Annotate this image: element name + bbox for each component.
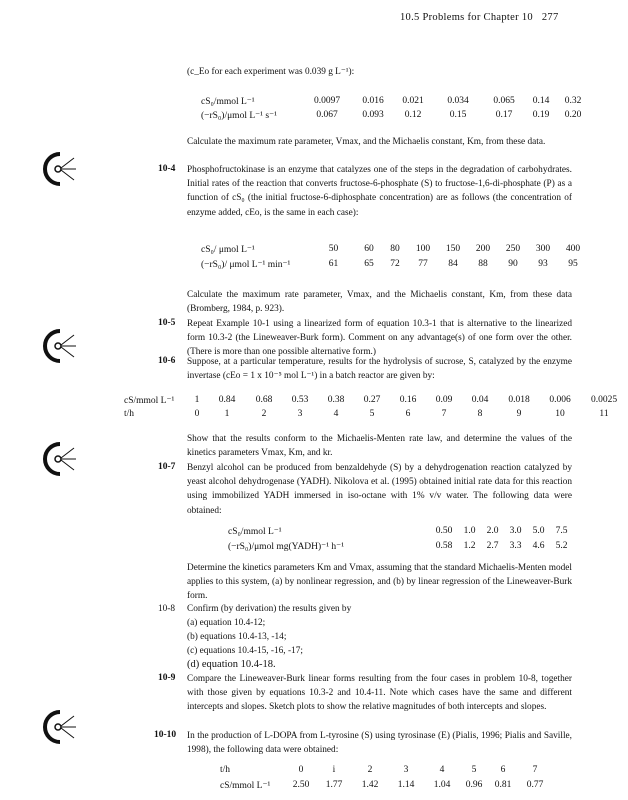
table-row: cS₀/mmol L⁻¹ 0.0097 0.016 0.021 0.034 0.065 0.14 0.32	[201, 96, 582, 107]
list-item: (d) equation 10.4-18.	[187, 659, 276, 670]
determine-instruction: Determine the kinetics parameters Km and Vmax, assuming that the standard Michaelis-Menten model applies to this system, (a) by nonlinear regression, and (b) by linear regression of the Lineweaver-Burk form.	[187, 563, 572, 602]
computer-problem-icon	[36, 438, 78, 480]
problem-number: 10-10	[154, 730, 177, 740]
list-item: (c) equations 10.4-15, -16, -17;	[187, 646, 303, 656]
table-row: cS₀/ μmol L⁻¹ 50 60 80 100 150 200 250 300 400	[201, 244, 581, 255]
problem-number: 10-8	[158, 604, 176, 614]
list-item: (a) equation 10.4-12;	[187, 618, 266, 628]
computer-problem-icon	[36, 148, 78, 190]
list-item: (b) equations 10.4-13, -14;	[187, 632, 287, 642]
problem-number: 10-7	[158, 462, 176, 472]
computer-problem-icon	[36, 325, 78, 367]
problem-10-9-text: Compare the Lineweaver-Burk linear forms resulting from the four cases in problem 10-8, together with those given by equations 10.3-2 and 10.4-11. Note which cases have the same and different intercepts and slopes. Sketch plots to show the relative magnitudes of both intercepts and slopes.	[187, 674, 572, 713]
problem-number: 10-5	[158, 318, 176, 328]
table-row: t/h 0 i 2 3 4 5 6 7	[220, 765, 538, 775]
table-row: cS/mmol L⁻¹ 1 0.84 0.68 0.53 0.38 0.27 0.16 0.09 0.04 0.018 0.006 0.0025	[124, 395, 618, 406]
problem-number: 10-9	[158, 673, 176, 683]
problem-10-6-text: Suppose, at a particular temperature, results for the hydrolysis of sucrose, S, catalyzed by the enzyme invertase (cEo = 1 x 10⁻⁵ mol L⁻¹) in a batch reactor are given by:	[187, 357, 572, 382]
header-title: 10.5 Problems for Chapter 10	[400, 12, 533, 23]
problem-10-7-text: Benzyl alcohol can be produced from benzaldehyde (S) by a dehydrogenation reaction catalyzed by yeast alcohol dehydrogenase (YADH). Nikolova et al. (1995) obtained initial rate data for this reaction using immobilized YADH immersed in iso-octane with 1% v/v water. The following data were obtained:	[187, 463, 572, 516]
problem-10-5-text: Repeat Example 10-1 using a linearized form of equation 10.3-1 that is alternative to the linearized form 10.3-2 (the Lineweaver-Burk form). Comment on any advantage(s) of one form over the other. (There is more than one possible alternative form.)	[187, 319, 572, 358]
computer-problem-icon	[36, 706, 78, 748]
table-row: (−rS₀)/μmol mg(YADH)⁻¹ h⁻¹ 0.58 1.2 2.7 3.3 4.6 5.2	[228, 541, 568, 552]
running-header	[400, 12, 559, 23]
problem-10-10-text: In the production of L-DOPA from L-tyrosine (S) using tyrosinase (E) (Pialis, 1996; Pialis and Saville, 1998), the following data were obtained:	[187, 731, 572, 756]
table-row: cS₀/mmol L⁻¹ 0.50 1.0 2.0 3.0 5.0 7.5	[228, 526, 568, 537]
problem-10-8-text: Confirm (by derivation) the results given by	[187, 604, 352, 614]
table-row: t/h 0 1 2 3 4 5 6 7 8 9 10 11	[124, 409, 609, 419]
page-number: 277	[541, 12, 559, 23]
intro-line: (c_Eo for each experiment was 0.039 g L⁻¹):	[187, 67, 355, 77]
problem-number: 10-6	[158, 356, 176, 366]
show-instruction: Show that the results conform to the Michaelis-Menten rate law, and determine the values of the kinetics parameters Vmax, Km, and kr.	[187, 434, 572, 459]
calc-instruction-1: Calculate the maximum rate parameter, Vmax, and the Michaelis constant, Km, from these data.	[187, 137, 546, 147]
calc-instruction-2: Calculate the maximum rate parameter, Vmax, and the Michaelis constant, Km, from these data (Bromberg, 1984, p. 923).	[187, 290, 572, 315]
table-row: (−rS₀)/ μmol L⁻¹ min⁻¹ 61 65 72 77 84 88 90 93 95	[201, 259, 578, 270]
table-row: (−rS₀)/μmol L⁻¹ s⁻¹ 0.067 0.093 0.12 0.15 0.17 0.19 0.20	[201, 110, 582, 121]
problem-10-4-text: Phosphofructokinase is an enzyme that catalyzes one of the steps in the degradation of carbohydrates. Initial rates of the reaction that converts fructose-6-phosphate (S) to fructose-1,6-di-phosphate (P) as a function of cS₀ (the initial fructose-6-diphosphate concentration) are as follows (the concentration of enzyme added, cEo, is the same in each case):	[187, 165, 572, 218]
problem-number: 10-4	[158, 164, 176, 174]
table-row: cS/mmol L⁻¹ 2.50 1.77 1.42 1.14 1.04 0.96 0.81 0.77	[220, 780, 544, 791]
